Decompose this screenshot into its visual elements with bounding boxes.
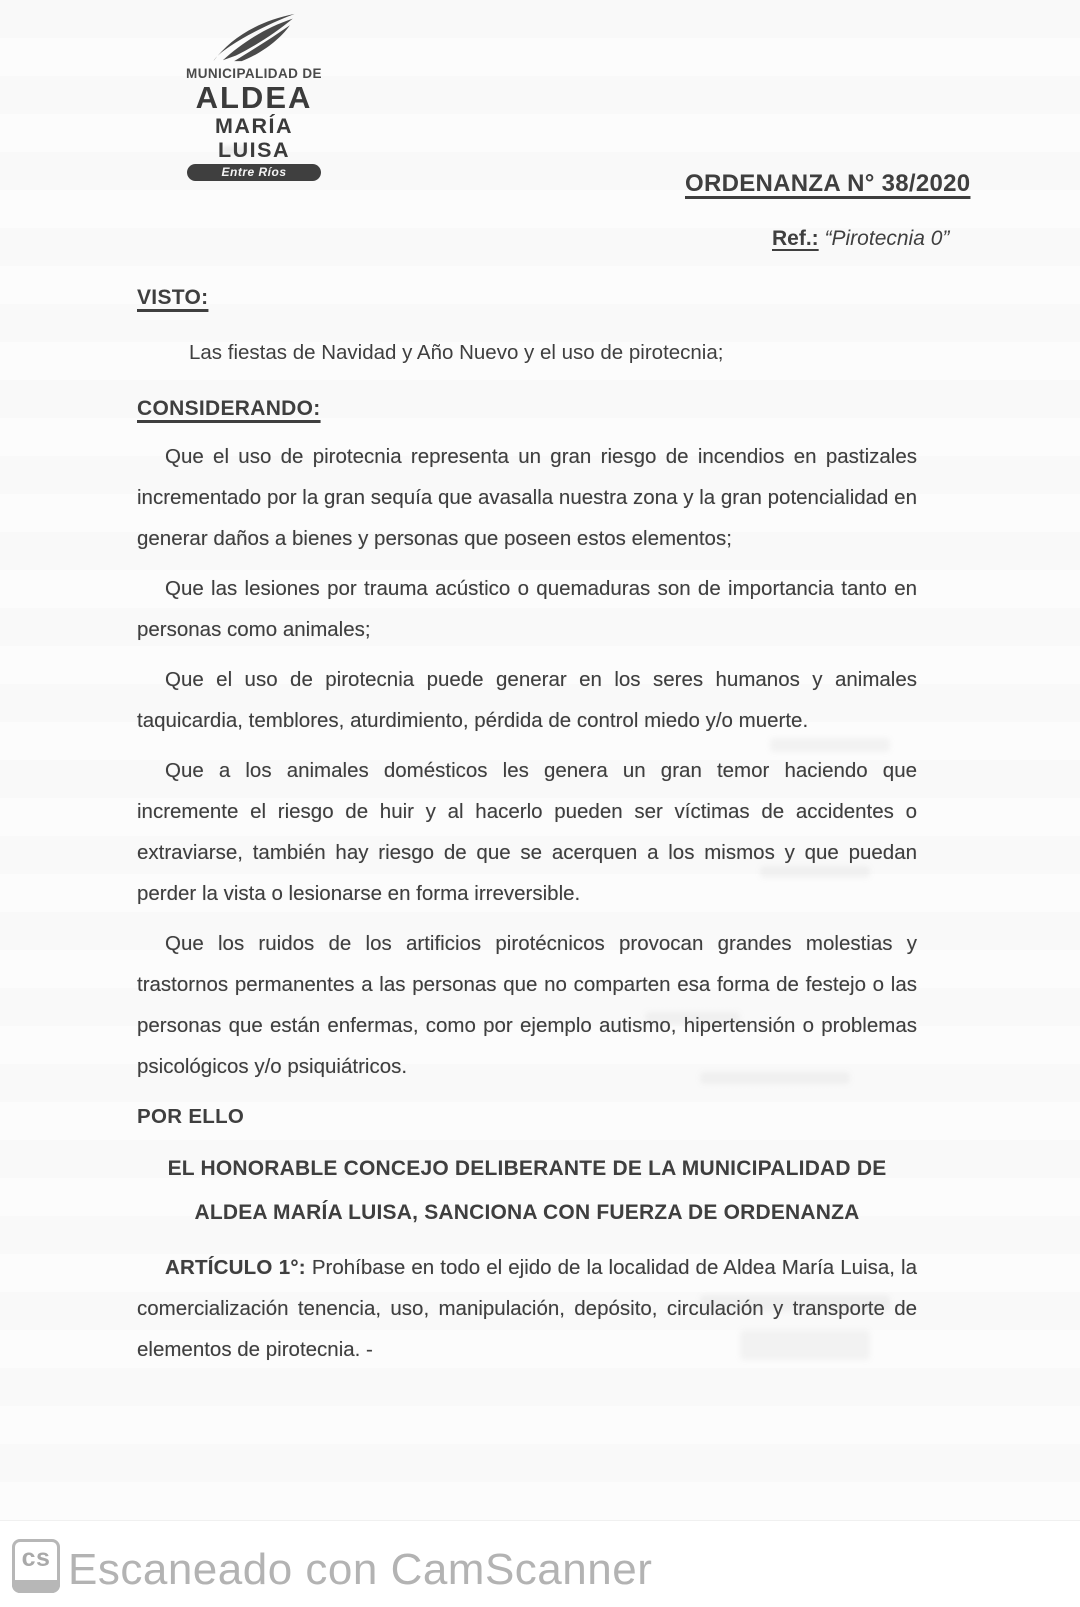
considerando-paragraph: Que las lesiones por trauma acústico o quemaduras son de importancia tanto en personas como animales;	[137, 577, 917, 641]
articulo-1-text: Prohíbase en todo el ejido de la localidad de Aldea María Luisa, la comercialización tenencia, uso, manipulación, depósito, circulación y transporte de elementos de pirotecnia. -	[137, 1256, 917, 1361]
logo-name-aldea: ALDEA	[195, 80, 313, 115]
visto-text: Las fiestas de Navidad y Año Nuevo y el uso de pirotecnia;	[189, 341, 724, 364]
camscanner-footer	[0, 1520, 1080, 1607]
scan-smudge	[222, 146, 248, 154]
enactment-heading	[137, 1147, 917, 1235]
por-ello-heading: POR ELLO	[137, 1105, 245, 1128]
camscanner-icon-letters: cs	[21, 1544, 51, 1572]
reference-line	[772, 227, 949, 251]
articulo-1-label: ARTÍCULO 1°:	[165, 1256, 306, 1279]
bleed-through-artifact	[700, 1295, 890, 1311]
considerando-paragraph: Que el uso de pirotecnia puede generar en los seres humanos y animales taquicardia, temblores, aturdimiento, pérdida de control miedo y/o muerte.	[137, 668, 917, 732]
logo-org-text: MUNICIPALIDAD DE	[186, 66, 322, 81]
considerando-paragraph: Que los ruidos de los artificios pirotécnicos provocan grandes molestias y trastornos permanentes a las personas que no comparten esa forma de festejo o las personas que están enfermas, como por ejemplo autismo, hipertensión o problemas psicológicos y/o psiquiátricos.	[137, 932, 917, 1078]
bleed-through-artifact	[700, 1072, 850, 1084]
bleed-through-artifact	[760, 866, 870, 878]
reference-value: “Pirotecnia 0”	[824, 227, 950, 250]
municipality-logo	[183, 12, 325, 181]
bleed-through-artifact	[770, 738, 890, 752]
logo-name-maria-luisa: MARÍA LUISA	[215, 114, 293, 162]
logo-province-pill: Entre Ríos	[187, 164, 321, 181]
camscanner-icon	[12, 1539, 60, 1593]
feather-icon	[211, 12, 297, 64]
camscanner-watermark-text: Escaneado con CamScanner	[68, 1545, 653, 1594]
bleed-through-artifact	[645, 1012, 740, 1024]
ordinance-title: ORDENANZA N° 38/2020	[685, 170, 971, 197]
visto-heading: VISTO:	[137, 286, 209, 309]
reference-label: Ref.:	[772, 227, 819, 250]
considerando-heading: CONSIDERANDO:	[137, 397, 321, 420]
considerando-paragraph: Que a los animales domésticos les genera un gran temor haciendo que incremente el riesgo de huir y al hacerlo pueden ser víctimas de accidentes o extraviarse, también hay riesgo de que se acerquen a los mismos y que puedan perder la vista o lesionarse en forma irreversible.	[137, 759, 917, 905]
camscanner-icon-bar	[12, 1580, 60, 1593]
considerando-paragraphs	[137, 436, 917, 1379]
bleed-through-artifact	[740, 1330, 870, 1360]
considerando-paragraph: Que el uso de pirotecnia representa un gran riesgo de incendios en pastizales incrementado por la gran sequía que avasalla nuestra zona y la gran potencialidad en generar daños a bienes y personas que poseen estos elementos;	[137, 445, 917, 550]
enactment-line-1: EL HONORABLE CONCEJO DELIBERANTE DE LA MUNICIPALIDAD DE	[167, 1157, 887, 1180]
enactment-line-2: ALDEA MARÍA LUISA, SANCIONA CON FUERZA DE ORDENANZA	[194, 1201, 860, 1224]
